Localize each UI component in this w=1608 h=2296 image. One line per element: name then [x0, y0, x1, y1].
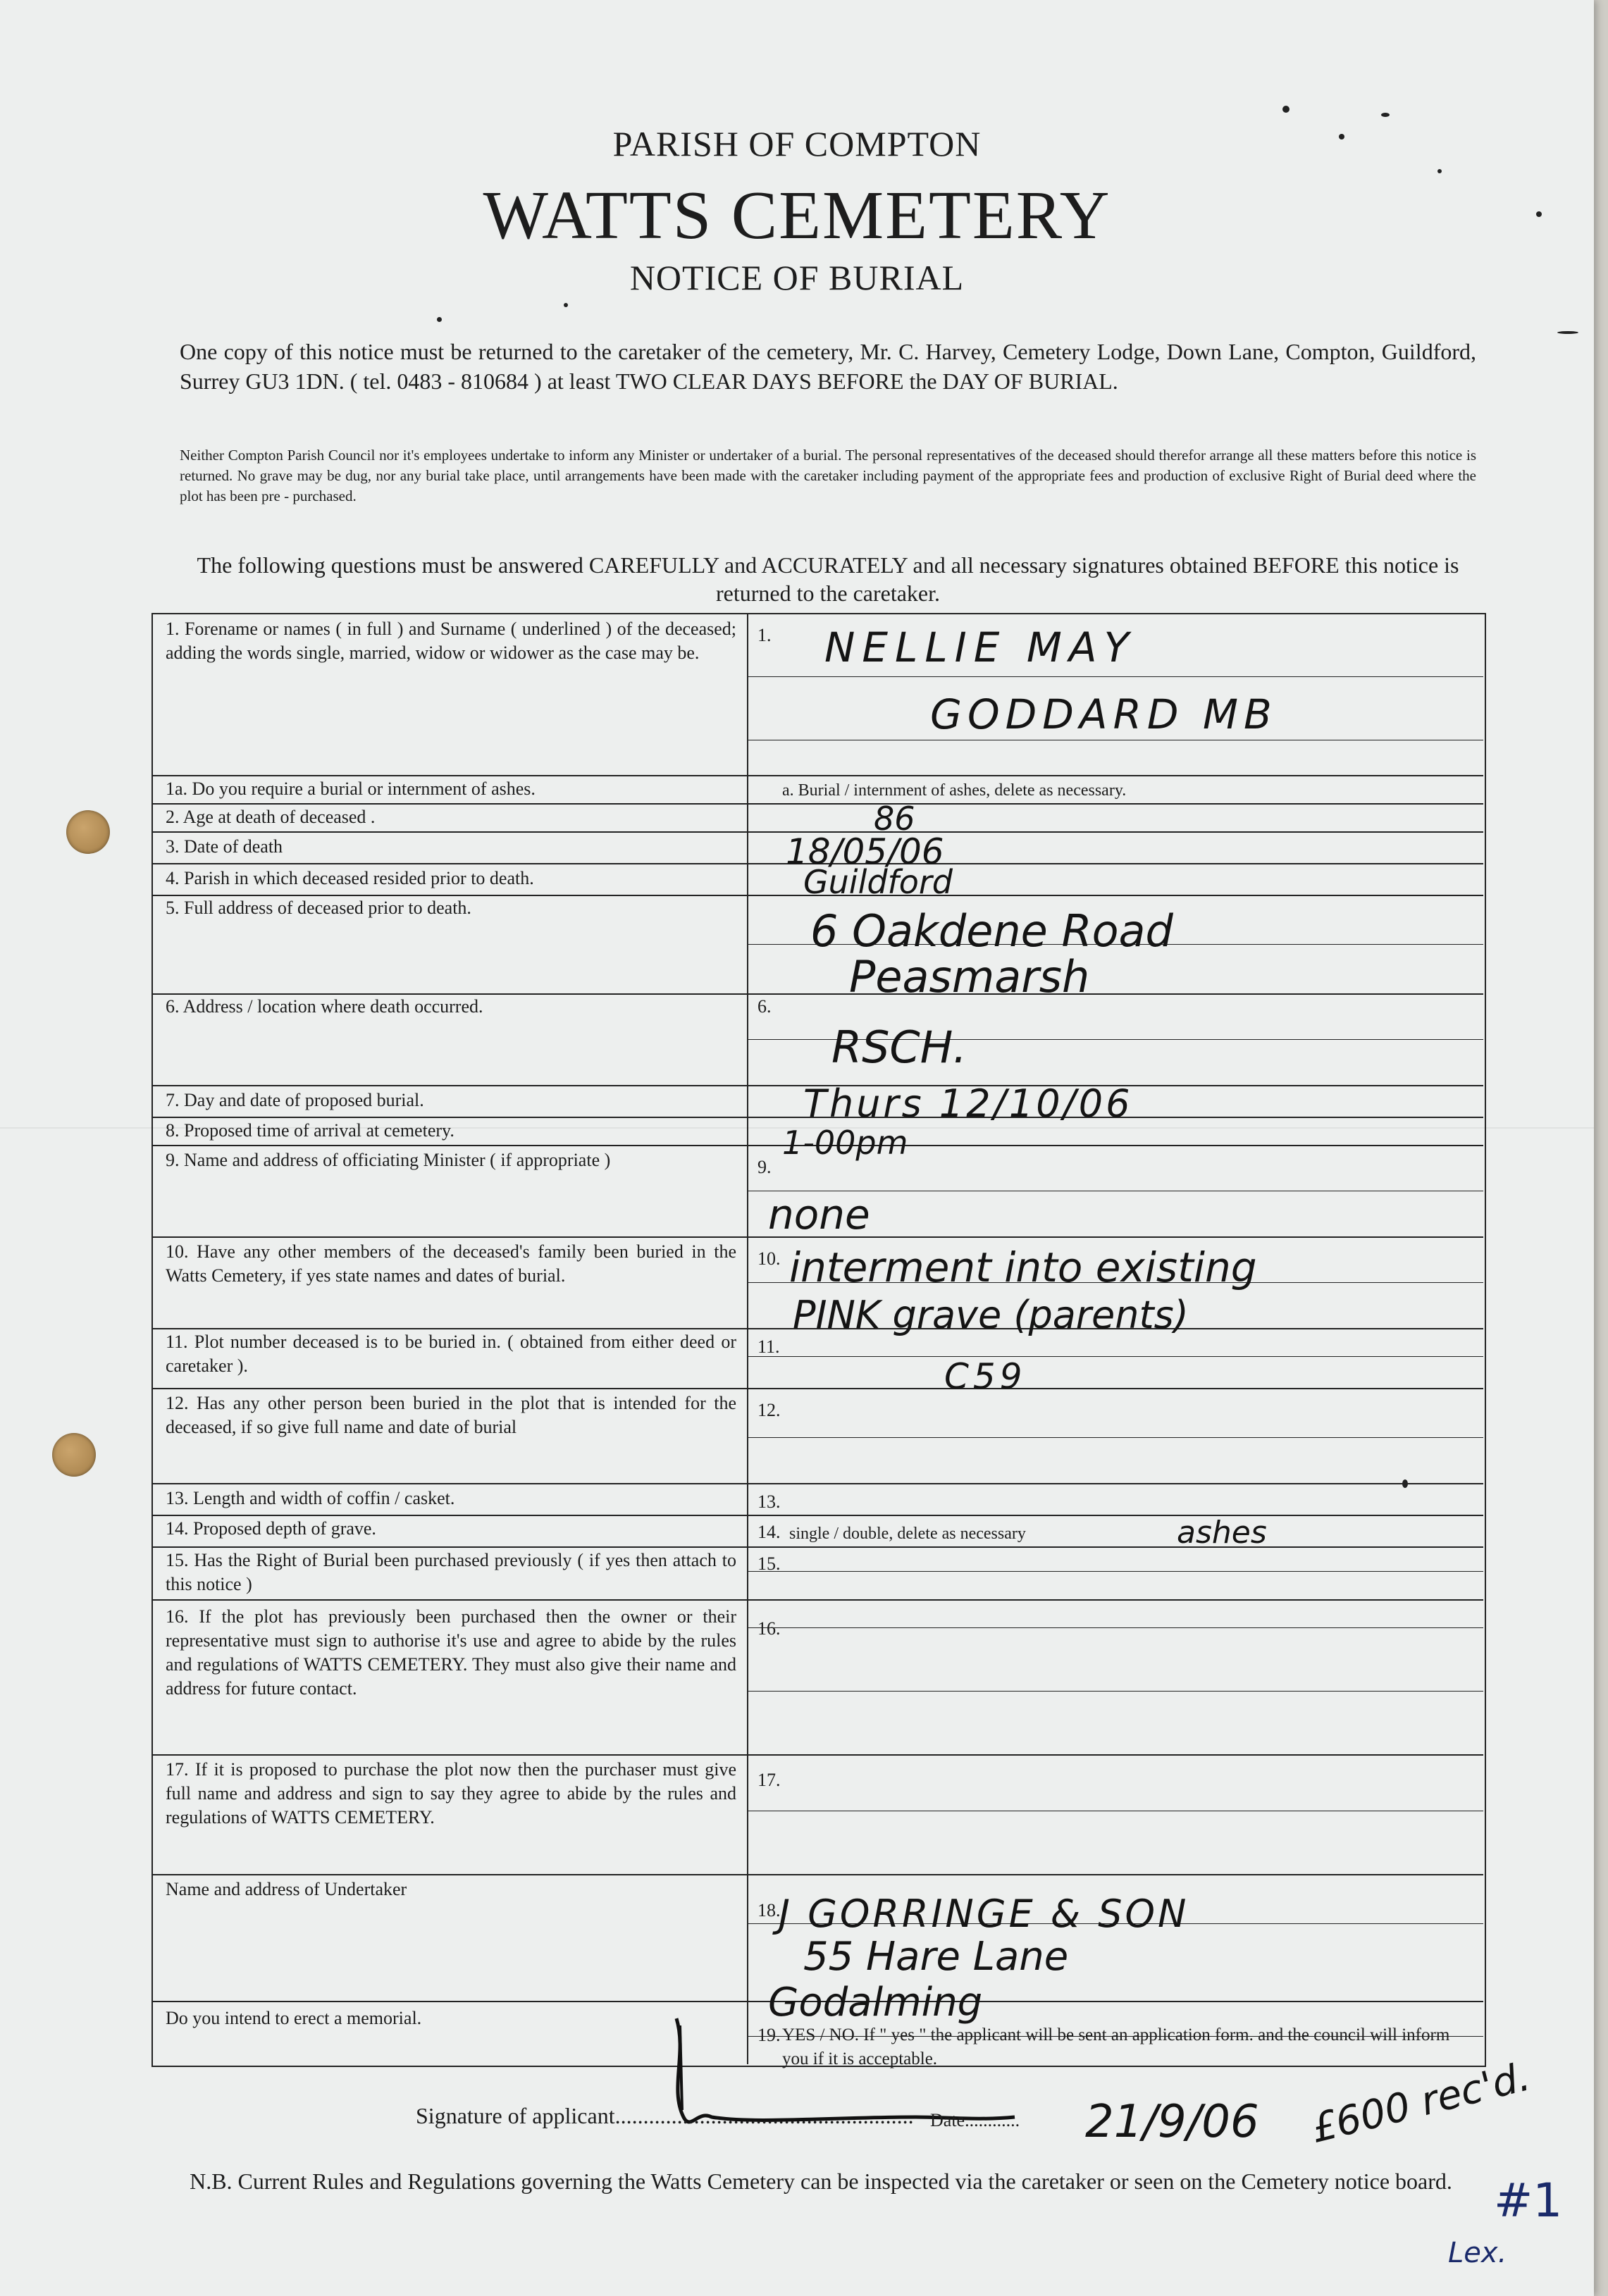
- answer-14-number: 14.: [757, 1522, 781, 1542]
- copy-speck: [1282, 106, 1290, 113]
- punch-hole: [52, 1433, 96, 1477]
- answer-1-number: 1.: [757, 625, 772, 645]
- handwritten-death-location: RSCH.: [831, 1022, 967, 1073]
- handwritten-undertaker-line1: J GORRINGE & SON: [779, 1892, 1189, 1936]
- handwritten-date-of-death: 18/05/06: [786, 831, 944, 872]
- answer-6-number: 6.: [757, 996, 772, 1017]
- question-9: 9. Name and address of officiating Minister ( if appropriate ): [166, 1150, 611, 1170]
- answer-13-number: 13.: [757, 1491, 781, 1512]
- question-10: 10. Have any other members of the deceased's family been buried in the Watts Cemetery, if yes state names and dates of burial.: [166, 1241, 736, 1286]
- question-16: 16. If the plot has previously been purchased then the owner or their representative must sign to authorise it's use and agree to abide by the rules and regulations of WATTS CEMETERY. They must also give their name and address for future contact.: [166, 1606, 736, 1699]
- question-14: 14. Proposed depth of grave.: [166, 1518, 376, 1539]
- question-1: 1. Forename or names ( in full ) and Surname ( underlined ) of the deceased; adding the words single, married, widow or widower as the case may be.: [166, 619, 736, 663]
- answer-line: [748, 1356, 1483, 1357]
- question-5: 5. Full address of deceased prior to death.: [166, 898, 471, 918]
- row-divider: [151, 775, 1483, 776]
- answer-line: [748, 1627, 1483, 1628]
- question-13: 13. Length and width of coffin / casket.: [166, 1488, 455, 1508]
- answer-line: [748, 1691, 1483, 1692]
- answer-19-number: 19.: [757, 2025, 781, 2045]
- handwritten-fee-note: £600 rec'd.: [1306, 2054, 1535, 2152]
- handwritten-forenames: NELLIE MAY: [824, 623, 1136, 671]
- copy-speck: [1437, 169, 1442, 173]
- question-8: 8. Proposed time of arrival at cemetery.: [166, 1120, 454, 1141]
- blue-ink-initials: Lex.: [1448, 2237, 1507, 2269]
- copy-speck: [1381, 113, 1390, 117]
- question-3: 3. Date of death: [166, 836, 283, 857]
- handwritten-family-line2: PINK grave (parents): [793, 1293, 1189, 1337]
- question-7: 7. Day and date of proposed burial.: [166, 1090, 424, 1110]
- rules-footnote: N.B. Current Rules and Regulations governing the Watts Cemetery can be inspected via the caretaker or seen on the Cemetery notice board.: [190, 2168, 1452, 2194]
- question-4: 4. Parish in which deceased resided prior to death.: [166, 868, 534, 888]
- answer-line: [748, 676, 1483, 677]
- date-label: Date............: [930, 2110, 1020, 2130]
- handwritten-age: 86: [874, 800, 915, 838]
- disclaimer-paragraph: Neither Compton Parish Council nor it's employees undertake to inform any Minister or undertaker of a burial. The personal representatives of the deceased should therefor arrange all these matters before this notice is returned. No grave may be dug, nor any burial take place, until arrangements have been made with the caretaker including payment of the appropriate fees and production of exclusive Right of Burial deed where the plot has been pre - purchased.: [180, 447, 1476, 504]
- handwritten-surname: GODDARD MB: [930, 690, 1278, 738]
- handwritten-parish: Guildford: [803, 863, 953, 901]
- handwritten-undertaker-line3: Godalming: [768, 1980, 983, 2025]
- answer-19-options: YES / NO. If " yes " the applicant will be sent an application form. and the council will inform you if it is acceptable.: [782, 2025, 1450, 2068]
- answer-11-number: 11.: [757, 1336, 780, 1357]
- cemetery-title: WATTS CEMETERY: [483, 178, 1111, 254]
- answer-1a-options: a. Burial / internment of ashes, delete as necessary.: [782, 781, 1127, 800]
- answer-line: [748, 1571, 1483, 1572]
- copy-speck: [437, 317, 442, 322]
- row-divider: [151, 1599, 1483, 1601]
- notice-heading: NOTICE OF BURIAL: [629, 258, 965, 297]
- row-divider: [151, 1483, 1483, 1484]
- intro-paragraph: One copy of this notice must be returned to the caretaker of the cemetery, Mr. C. Harvey, Cemetery Lodge, Down Lane, Compton, Guildford, Surrey GU3 1DN. ( tel. 0483 - 810684 ) at least TWO CLEAR DAYS BEFORE the DAY OF BURIAL.: [180, 339, 1476, 394]
- copy-speck: [564, 303, 568, 307]
- row-divider: [151, 1388, 1483, 1389]
- handwritten-burial-date: Thurs 12/10/06: [803, 1081, 1133, 1126]
- question-18-undertaker: Name and address of Undertaker: [166, 1879, 407, 1899]
- handwritten-plot-number: C59: [944, 1356, 1027, 1397]
- answer-9-number: 9.: [757, 1157, 772, 1177]
- table-divider: [747, 613, 748, 2064]
- answer-12-number: 12.: [757, 1400, 781, 1420]
- question-1a: 1a. Do you require a burial or internment of ashes.: [166, 778, 536, 799]
- answer-14-options: single / double, delete as necessary: [789, 1525, 1026, 1543]
- answer-10-number: 10.: [757, 1248, 781, 1269]
- answer-16-number: 16.: [757, 1618, 781, 1639]
- handwritten-address-line2: Peasmarsh: [849, 951, 1090, 1003]
- row-divider: [151, 1546, 1483, 1548]
- handwritten-address-line1: 6 Oakdene Road: [810, 905, 1173, 957]
- question-6: 6. Address / location where death occurred.: [166, 996, 483, 1017]
- answer-17-number: 17.: [757, 1770, 781, 1790]
- answer-18-number: 18.: [757, 1900, 781, 1920]
- row-divider: [151, 1874, 1483, 1875]
- answer-15-number: 15.: [757, 1553, 781, 1574]
- question-19-memorial: Do you intend to erect a memorial.: [166, 2008, 422, 2028]
- punch-hole: [66, 810, 110, 854]
- row-divider: [151, 1515, 1483, 1516]
- handwritten-family-line1: interment into existing: [789, 1243, 1257, 1291]
- row-divider: [151, 1754, 1483, 1756]
- handwritten-undertaker-line2: 55 Hare Lane: [803, 1934, 1069, 1980]
- instructions-paragraph: The following questions must be answered CAREFULLY and ACCURATELY and all necessary signatures obtained BEFORE this notice is returned to the caretaker.: [197, 552, 1459, 606]
- question-12: 12. Has any other person been buried in the plot that is intended for the deceased, if so give full name and date of burial: [166, 1393, 736, 1437]
- row-divider: [151, 803, 1483, 805]
- parish-heading: PARISH OF COMPTON: [612, 124, 982, 163]
- question-2: 2. Age at death of deceased .: [166, 807, 376, 827]
- question-17: 17. If it is proposed to purchase the plot now then the purchaser must give full name and address and sign to say they agree to abide by the rules and regulations of WATTS CEMETERY.: [166, 1759, 736, 1828]
- question-11: 11. Plot number deceased is to be buried in. ( obtained from either deed or caretaker ).: [166, 1332, 736, 1376]
- handwritten-depth: ashes: [1177, 1515, 1267, 1551]
- answer-line: [748, 1437, 1483, 1438]
- handwritten-minister: none: [768, 1191, 870, 1239]
- blue-ink-mark: #1: [1494, 2173, 1563, 2228]
- question-15: 15. Has the Right of Burial been purchased previously ( if yes then attach to this notice ): [166, 1550, 736, 1594]
- handwritten-arrival-time: 1-00pm: [782, 1124, 908, 1162]
- copy-speck: [1557, 331, 1578, 334]
- signature-label: Signature of applicant.....................................................: [416, 2103, 914, 2128]
- handwritten-signed-date: 21/9/06: [1085, 2096, 1259, 2148]
